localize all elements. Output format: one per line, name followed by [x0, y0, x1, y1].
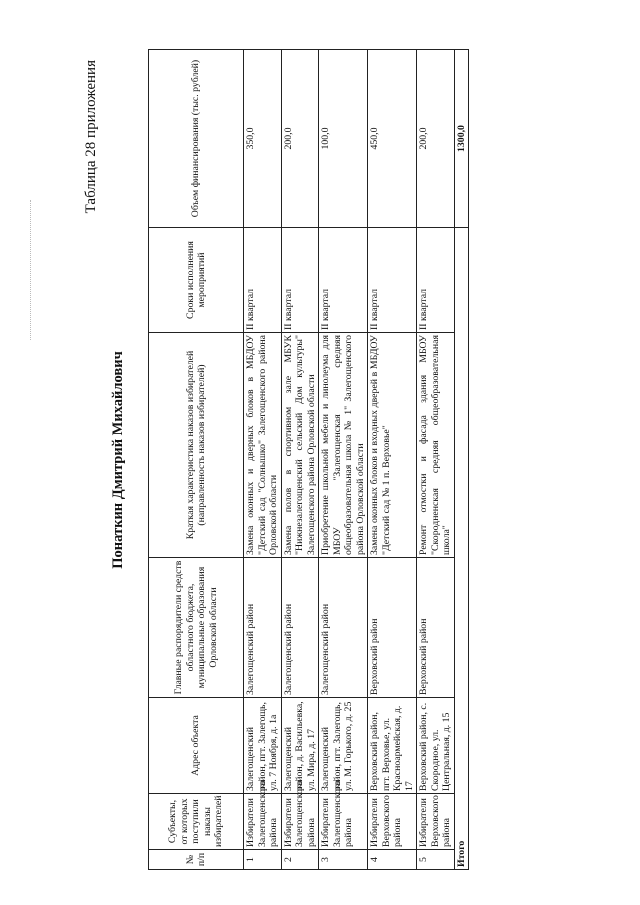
row-num: 3 [319, 850, 368, 870]
row-description: Замена оконных и дверных блоков в МБДОУ "Детский сад "Солнышко" Залегощенского района Орловской области [244, 333, 282, 558]
deputy-name-heading: Понаткин Дмитрий Михайлович [110, 351, 126, 569]
row-term: II квартал [281, 228, 319, 333]
row-subject: Избиратели Верховского района [417, 794, 455, 850]
header-description: Краткая характеристика наказов избирателей (направленность наказов избирателей) [149, 333, 244, 558]
table-header-row [149, 50, 244, 870]
row-subject: Избиратели Залегощенского района [244, 794, 282, 850]
table-row [319, 50, 368, 870]
total-label: Итого [454, 228, 469, 870]
table-row [417, 50, 455, 870]
table-row [244, 50, 282, 870]
row-address: Залегощенский район, д. Васильевка, ул. Мира, д. 17 [281, 698, 319, 794]
table-row [281, 50, 319, 870]
row-manager: Верховский район [417, 558, 455, 698]
total-amount: 1300,0 [454, 50, 469, 228]
row-term: II квартал [319, 228, 368, 333]
header-address: Адрес объекта [149, 698, 244, 794]
row-amount: 200,0 [281, 50, 319, 228]
total-row [454, 50, 469, 870]
row-description: Замена полов в спортивном зале МБУК "Нижнезалегощенский сельский Дом культуры" Залегощенского района Орловской области [281, 333, 319, 558]
row-num: 2 [281, 850, 319, 870]
mandates-table [148, 49, 469, 870]
row-term: II квартал [417, 228, 455, 333]
header-amount: Объем финансирования (тыс. рублей) [149, 50, 244, 228]
header-num: № п/п [149, 850, 244, 870]
row-subject: Избиратели Верховского района [368, 794, 417, 850]
row-subject: Избиратели Залегощенского района [281, 794, 319, 850]
table-caption: Таблица 28 приложения [83, 60, 99, 214]
row-description: Приобретение школьной мебели и линолеума для МБОУ "Залегощенская средняя общеобразовательная школа № 1" Залегощенского района Орловской области [319, 333, 368, 558]
row-address: Верховский район, с. Скородное, ул. Центральная, д. 15 [417, 698, 455, 794]
row-term: II квартал [368, 228, 417, 333]
row-num: 4 [368, 850, 417, 870]
row-amount: 100,0 [319, 50, 368, 228]
header-manager: Главные распорядители средств областного бюджета, муниципальные образования Орловской области [149, 558, 244, 698]
row-address: Верховский район, пгт. Верховье, ул. Красноармейская, д. 17 [368, 698, 417, 794]
row-num: 1 [244, 850, 282, 870]
row-manager: Верховский район [368, 558, 417, 698]
row-amount: 200,0 [417, 50, 455, 228]
row-manager: Залегощенский район [281, 558, 319, 698]
row-subject: Избиратели Залегощенского района [319, 794, 368, 850]
header-term: Сроки исполнения мероприятий [149, 228, 244, 333]
row-address: Залегощенский район, пгт. Залегощь, ул. 7 Ноября, д. 1а [244, 698, 282, 794]
row-amount: 450,0 [368, 50, 417, 228]
row-description: Ремонт отмостки и фасада здания МБОУ "Скородненская средняя общеобразовательная школа" [417, 333, 455, 558]
margin-dotted-line [30, 200, 32, 340]
row-manager: Залегощенский район [319, 558, 368, 698]
row-term: II квартал [244, 228, 282, 333]
row-num: 5 [417, 850, 455, 870]
row-amount: 350,0 [244, 50, 282, 228]
row-address: Залегощенский район, пгт. Залегощь, ул. М. Горького, д. 25 [319, 698, 368, 794]
row-description: Замена оконных блоков и входных дверей в МБДОУ "Детский сад № 1 п. Верховье" [368, 333, 417, 558]
header-subject: Субъекты, от которых поступили наказы избирателей [149, 794, 244, 850]
row-manager: Залегощенский район [244, 558, 282, 698]
table-row [368, 50, 417, 870]
rotated-content [83, 50, 640, 870]
